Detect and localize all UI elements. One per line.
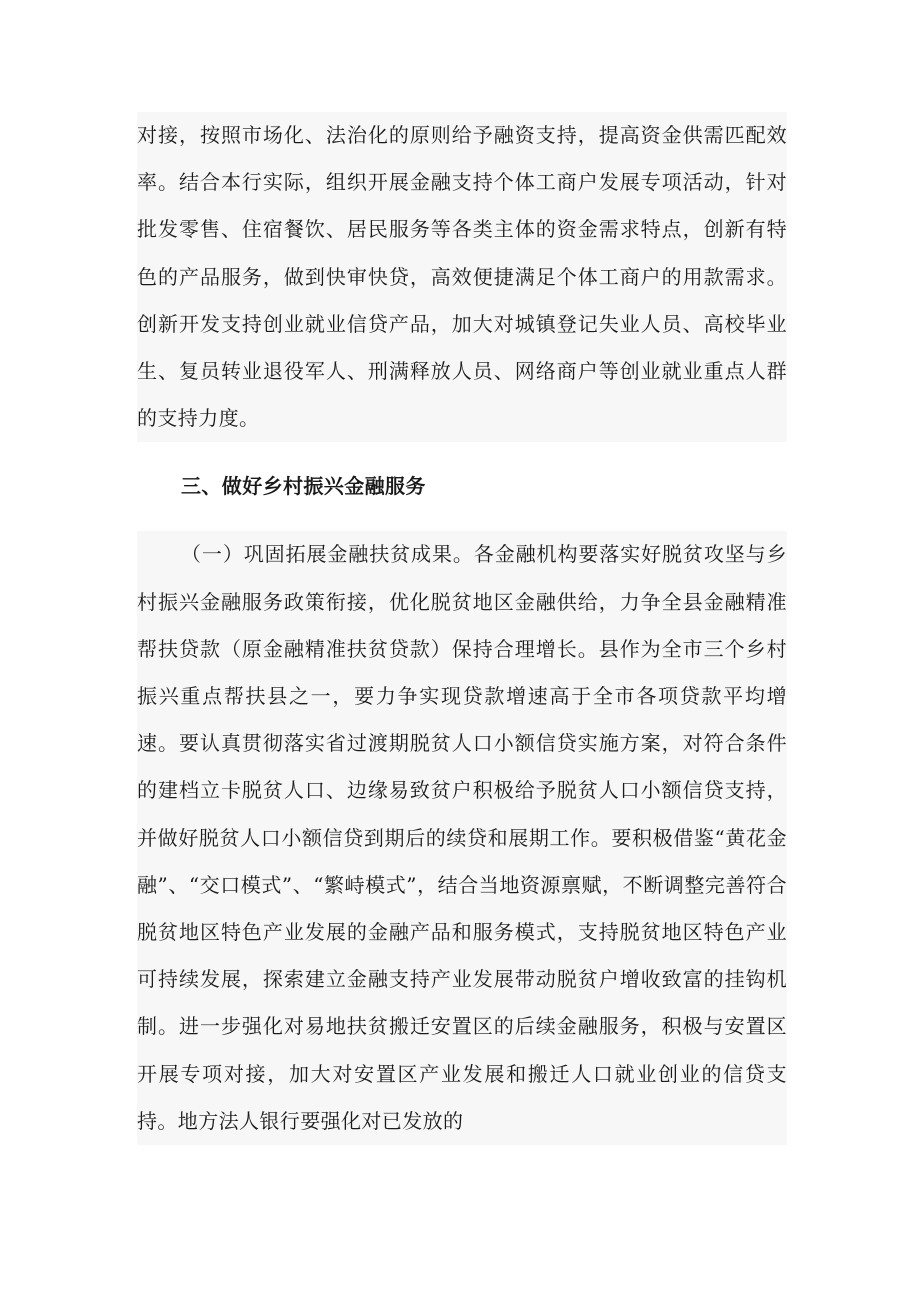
spacer	[137, 510, 787, 531]
paragraph-1: 对接，按照市场化、法治化的原则给予融资支持，提高资金供需匹配效率。结合本行实际，组织开展金融支持个体工商户发展专项活动，针对批发零售、住宿餐饮、居民服务等各类主体的资金需求特点，创新有特色的产品服务，做到快审快贷，高效便捷满足个体工商户的用款需求。创新开发支持创业就业信贷产品，加大对城镇登记失业人员、高校毕业生、复员转业退役军人、刑满释放人员、网络商户等创业就业重点人群的支持力度。	[137, 112, 787, 442]
spacer	[137, 442, 787, 463]
section-heading: 三、做好乡村振兴金融服务	[181, 474, 426, 499]
paragraph-2: （一）巩固拓展金融扶贫成果。各金融机构要落实好脱贫攻坚与乡村振兴金融服务政策衔接，优化脱贫地区金融供给，力争全县金融精准帮扶贷款（原金融精准扶贫贷款）保持合理增长。县作为全市三个乡村振兴重点帮扶县之一，要力争实现贷款增速高于全市各项贷款平均增速。要认真贯彻落实省过渡期脱贫人口小额信贷实施方案，对符合条件的建档立卡脱贫人口、边缘易致贫户积极给予脱贫人口小额信贷支持，并做好脱贫人口小额信贷到期后的续贷和展期工作。要积极借鉴“黄花金融”、“交口模式”、“繁峙模式”，结合当地资源禀赋，不断调整完善符合脱贫地区特色产业发展的金融产品和服务模式，支持脱贫地区特色产业可持续发展，探索建立金融支持产业发展带动脱贫户增收致富的挂钩机制。进一步强化对易地扶贫搬迁安置区的后续金融服务，积极与安置区开展专项对接，加大对安置区产业发展和搬迁人口就业创业的信贷支持。地方法人银行要强化对已发放的	[137, 531, 787, 1145]
document-body	[137, 112, 787, 1145]
